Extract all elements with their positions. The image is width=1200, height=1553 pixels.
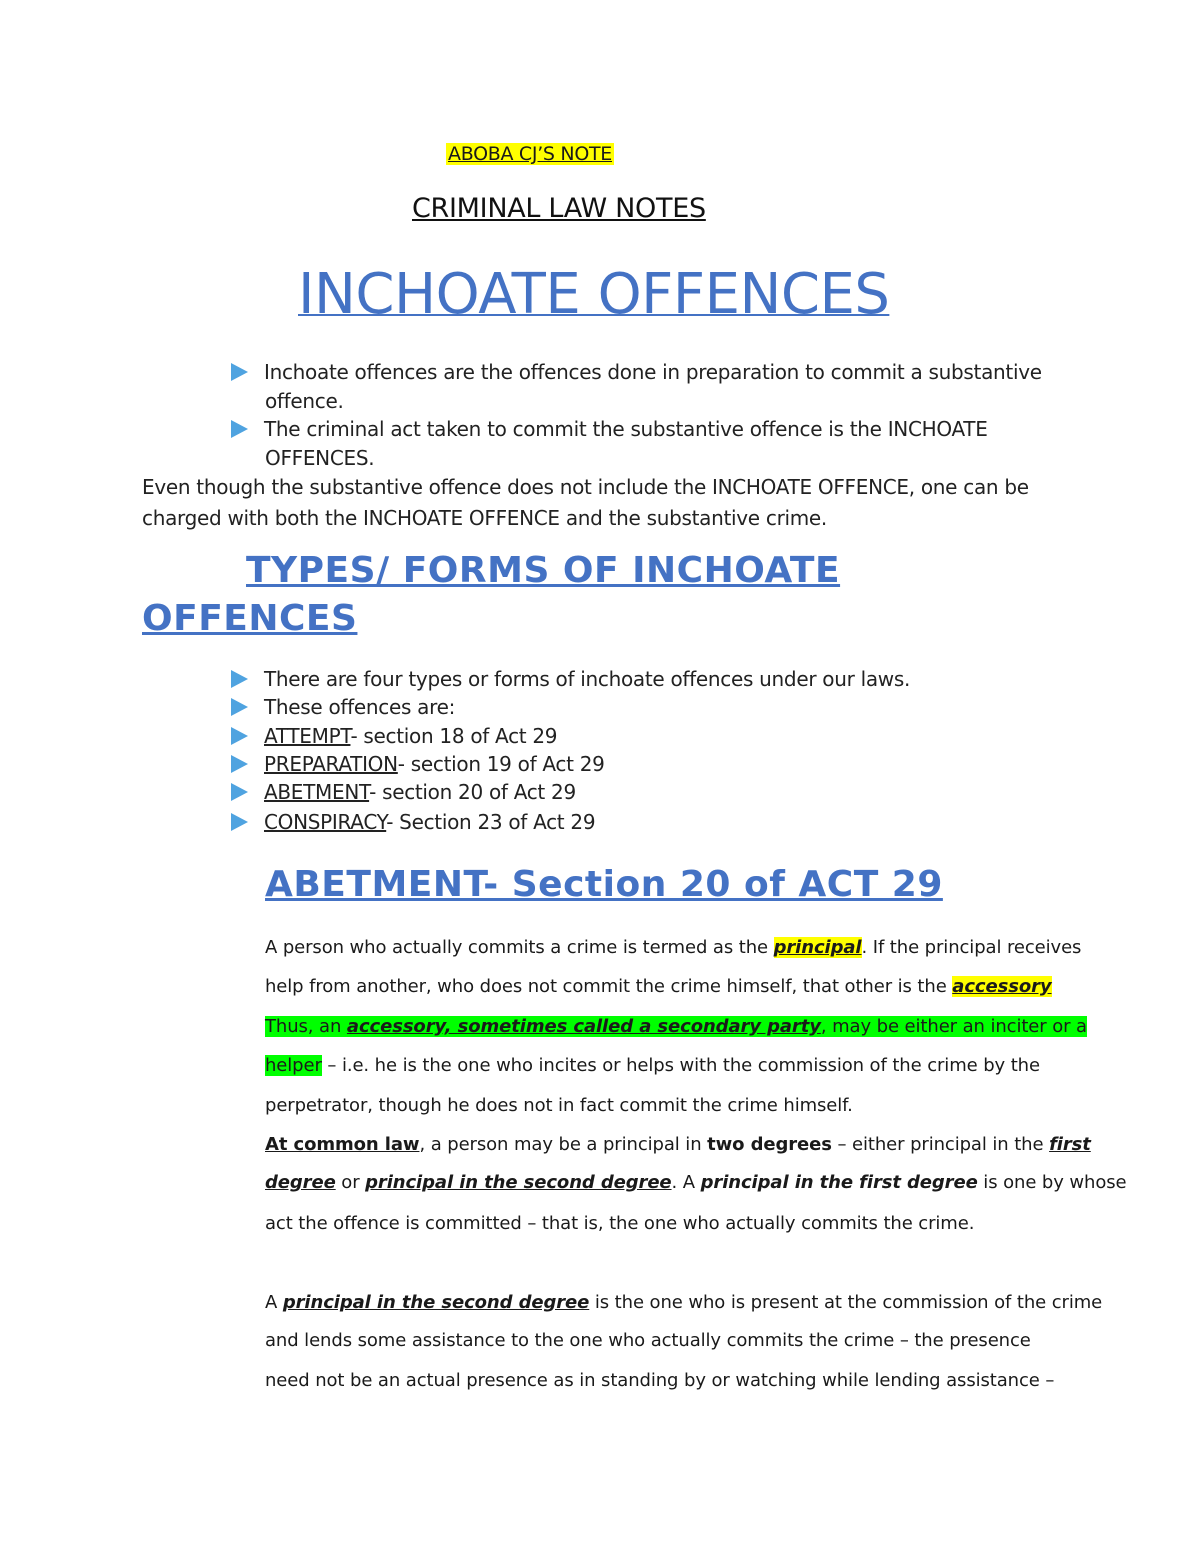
abetment-line-1: A person who actually commits a crime is termed as the principal. If the principal receives xyxy=(265,937,1082,958)
term-degree: degree xyxy=(265,1172,336,1193)
term-conspiracy: CONSPIRACY xyxy=(264,810,387,834)
abetment-line-11: need not be an actual presence as in standing by or watching while lending assistance – xyxy=(265,1370,1055,1391)
term-secondary-party: accessory, sometimes called a secondary party xyxy=(346,1016,821,1037)
types-heading-line-1: TYPES/ FORMS OF INCHOATE xyxy=(246,550,841,591)
abetment-line-4: helper – i.e. he is the one who incites or helps with the commission of the crime by the xyxy=(265,1055,1040,1076)
types-bullet-1: There are four types or forms of inchoate offences under our laws. xyxy=(231,667,910,691)
term-second-degree: principal in the second degree xyxy=(365,1172,672,1193)
types-bullet-2: These offences are: xyxy=(231,695,455,719)
intro-bullet-1-cont: offence. xyxy=(265,389,344,413)
types-bullet-conspiracy: CONSPIRACY- Section 23 of Act 29 xyxy=(231,810,595,834)
abetment-line-5: perpetrator, though he does not in fact commit the crime himself. xyxy=(265,1095,853,1116)
arrow-bullet-icon xyxy=(231,698,248,716)
abetment-heading: ABETMENT- Section 20 of ACT 29 xyxy=(265,864,943,905)
intro-paragraph-line-2: charged with both the INCHOATE OFFENCE and the substantive crime. xyxy=(142,506,827,530)
arrow-bullet-icon xyxy=(231,727,248,745)
doc-title: CRIMINAL LAW NOTES xyxy=(412,193,706,224)
abetment-line-10: and lends some assistance to the one who actually commits the crime – the presence xyxy=(265,1330,1031,1351)
abetment-line-9: A principal in the second degree is the one who is present at the commission of the crime xyxy=(265,1292,1103,1313)
arrow-bullet-icon xyxy=(231,420,248,438)
intro-bullet-1: Inchoate offences are the offences done in preparation to commit a substantive xyxy=(231,360,1042,384)
term-two-degrees: two degrees xyxy=(707,1134,832,1155)
types-bullet-attempt: ATTEMPT- section 18 of Act 29 xyxy=(231,724,557,748)
types-bullet-preparation: PREPARATION- section 19 of Act 29 xyxy=(231,752,605,776)
arrow-bullet-icon xyxy=(231,363,248,381)
term-accessory: accessory xyxy=(952,976,1052,997)
term-first: first xyxy=(1049,1134,1091,1155)
main-heading: INCHOATE OFFENCES xyxy=(298,262,890,327)
abetment-line-2: help from another, who does not commit the crime himself, that other is the accessory xyxy=(265,976,1052,997)
types-heading-line-2: OFFENCES xyxy=(142,598,358,639)
arrow-bullet-icon xyxy=(231,670,248,688)
abetment-line-6: At common law, a person may be a principal in two degrees – either principal in the first xyxy=(265,1134,1091,1155)
term-second-degree-2: principal in the second degree xyxy=(282,1292,590,1313)
abetment-line-3: Thus, an accessory, sometimes called a secondary party, may be either an inciter or a xyxy=(265,1016,1087,1037)
term-principal: principal xyxy=(773,937,862,958)
abetment-line-7: degree or principal in the second degree. A principal in the first degree is one by whose xyxy=(265,1172,1127,1193)
types-bullet-abetment: ABETMENT- section 20 of Act 29 xyxy=(231,780,576,804)
term-helper: helper xyxy=(265,1055,322,1076)
term-common-law: At common law xyxy=(265,1134,420,1155)
intro-bullet-2-cont: OFFENCES. xyxy=(265,446,375,470)
note-label: ABOBA CJ’S NOTE xyxy=(448,143,613,165)
abetment-line-8: act the offence is committed – that is, the one who actually commits the crime. xyxy=(265,1213,975,1234)
term-abetment: ABETMENT xyxy=(264,780,370,804)
arrow-bullet-icon xyxy=(231,813,248,831)
arrow-bullet-icon xyxy=(231,755,248,773)
term-preparation: PREPARATION xyxy=(264,752,398,776)
intro-bullet-2: The criminal act taken to commit the substantive offence is the INCHOATE xyxy=(231,417,988,441)
arrow-bullet-icon xyxy=(231,783,248,801)
term-attempt: ATTEMPT xyxy=(264,724,351,748)
term-first-degree: principal in the first degree xyxy=(700,1172,978,1193)
intro-paragraph-line-1: Even though the substantive offence does not include the INCHOATE OFFENCE, one can be xyxy=(142,475,1029,499)
